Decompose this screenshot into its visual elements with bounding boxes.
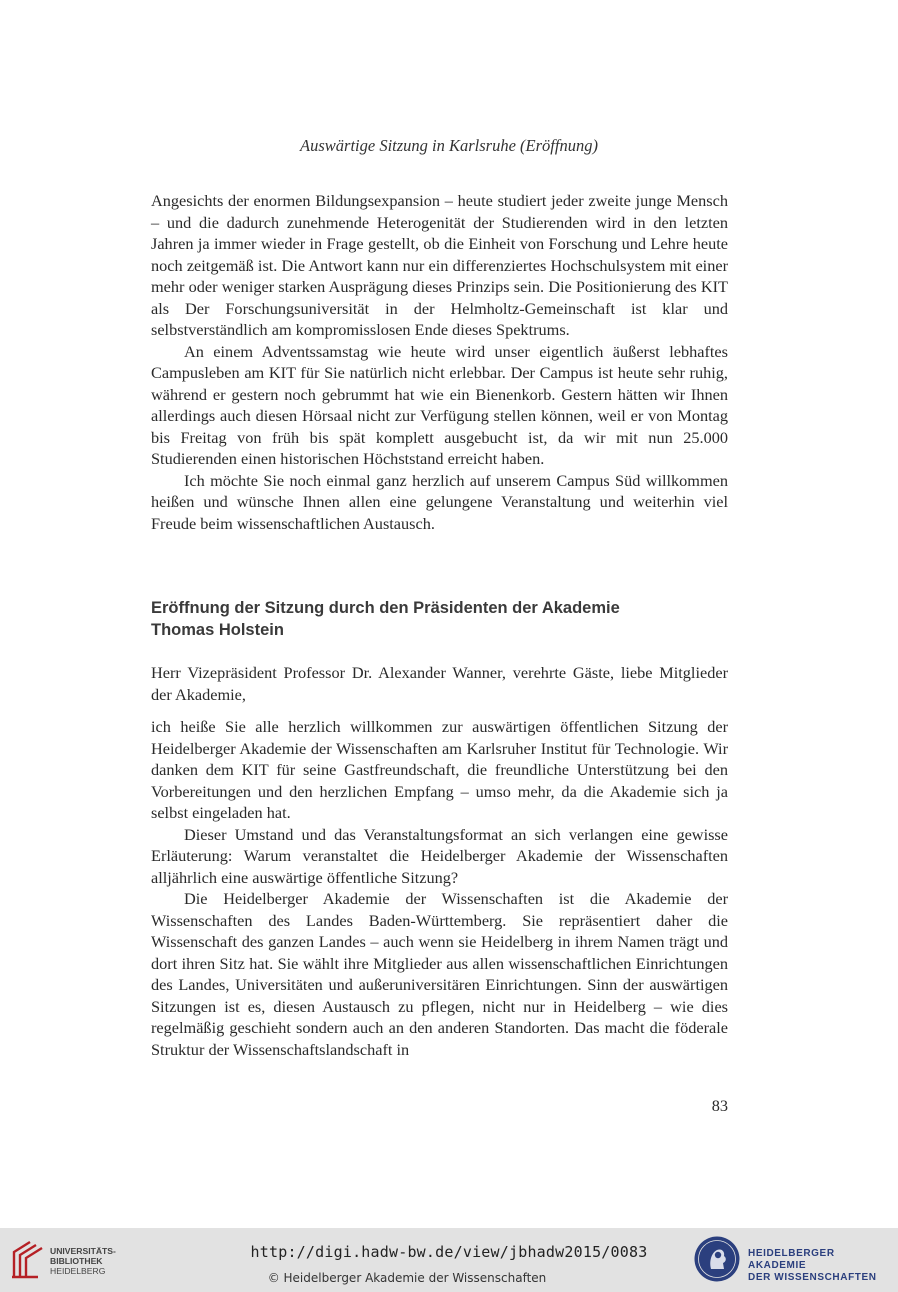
copyright-notice: © Heidelberger Akademie der Wissenschaften: [267, 1271, 547, 1285]
paragraph: An einem Adventssamstag wie heute wird unser eigentlich äußerst lebhaftes Campusleben am KIT für Sie natürlich nicht erlebbar. Der Campus ist heute sehr ruhig, während er gestern noch gebrummt hat wie ein Bienenkorb. Gestern hätten wir Ihnen allerdings auch diesen Hörsaal nicht zur Verfügung stellen können, weil er von Montag bis Freitag von früh bis spät komplett ausgebucht ist, da wir mit nun 25.000 Studierenden einen historischen Höchststand erreicht haben.: [151, 341, 728, 468]
paragraph: Die Heidelberger Akademie der Wissenschaften ist die Akademie der Wissenschaften des Landes Baden-Württemberg. Sie repräsentiert daher die Wissenschaft des ganzen Landes – auch wenn sie Heidelberg in ihrem Namen trägt und dort ihren Sitz hat. Sie wählt ihre Mitglieder aus allen wissenschaftlichen Einrichtungen des Landes, Universitäten und außeruniversitären Einrichtungen. Sinn der auswärtigen Sitzungen ist es, diesen Austausch zu pflegen, nicht nur in Heidelberg – wie dies regelmäßig geschieht sondern auch an den anderen Standorten. Das macht die föderale Struktur der Wissenschaftslandschaft in: [151, 889, 728, 1059]
hadw-logo-line-2: DER WISSENSCHAFTEN: [748, 1272, 877, 1283]
paragraph: Ich möchte Sie noch einmal ganz herzlich auf unserem Campus Süd willkommen heißen und wünsche Ihnen allen eine gelungene Veranstaltung und weiterhin viel Freude beim wissenschaftlichen Austausch.: [151, 470, 728, 533]
ub-logo-line-3: HEIDELBERG: [50, 1266, 106, 1276]
hadw-logo-line-1: HEIDELBERGER AKADEMIE: [748, 1248, 835, 1271]
section-heading: [151, 598, 728, 641]
section-heading-line-1: Eröffnung der Sitzung durch den Präsidenten der Akademie: [151, 599, 620, 617]
hadw-logo-text: [748, 1248, 893, 1284]
running-head: Auswärtige Sitzung in Karlsruhe (Eröffnung): [300, 136, 598, 155]
salutation: Herr Vizepräsident Professor Dr. Alexander Wanner, verehrte Gäste, liebe Mitglieder der Akademie,: [151, 663, 728, 704]
body-text-block-1: [151, 190, 728, 534]
ub-logo-line-2: BIBLIOTHEK: [50, 1256, 103, 1266]
page-number: 83: [711, 1096, 728, 1115]
footer-bar: [0, 1228, 898, 1292]
salutation-block: [151, 662, 728, 705]
paragraph: Dieser Umstand und das Veranstaltungsformat an sich verlangen eine gewisse Erläuterung: Warum veranstaltet die Heidelberger Akademie der Wissenschaften alljährlich eine auswärtige öffentliche Sitzung?: [151, 824, 728, 887]
permalink-url[interactable]: http://digi.hadw-bw.de/view/jbhadw2015/0083: [250, 1243, 648, 1261]
body-text-block-2: [151, 716, 728, 1060]
paragraph: Angesichts der enormen Bildungsexpansion – heute studiert jeder zweite junge Mensch – und die dadurch zunehmende Heterogenität der Studierenden wird in den letzten Jahren ja immer wieder in Frage gestellt, ob die Einheit von Forschung und Lehre heute noch zeitgemäß ist. Die Antwort kann nur ein differenziertes Hochschulsystem mit einer mehr oder weniger starken Ausprägung dieses Prinzips sein. Die Positionierung des KIT als Der Forschungsuniversität in der Helmholtz-Gemeinschaft ist klar und selbstverständlich am kompromisslosen Ende dieses Spektrums.: [151, 191, 728, 339]
section-heading-line-2: Thomas Holstein: [151, 620, 284, 639]
ub-logo-line-1: UNIVERSITÄTS-: [50, 1246, 116, 1256]
hadw-seal-icon: [693, 1235, 741, 1283]
hadw-logo[interactable]: [693, 1235, 893, 1285]
paragraph: ich heiße Sie alle herzlich willkommen zur auswärtigen öffentlichen Sitzung der Heidelberger Akademie der Wissenschaften am Karlsruher Institut für Technologie. Wir danken dem KIT für seine Gastfreundschaft, die freundliche Unterstützung bei den Vorbereitungen und den herzlichen Empfang – umso mehr, da die Akademie sich ja selbst eingeladen hat.: [151, 717, 728, 822]
